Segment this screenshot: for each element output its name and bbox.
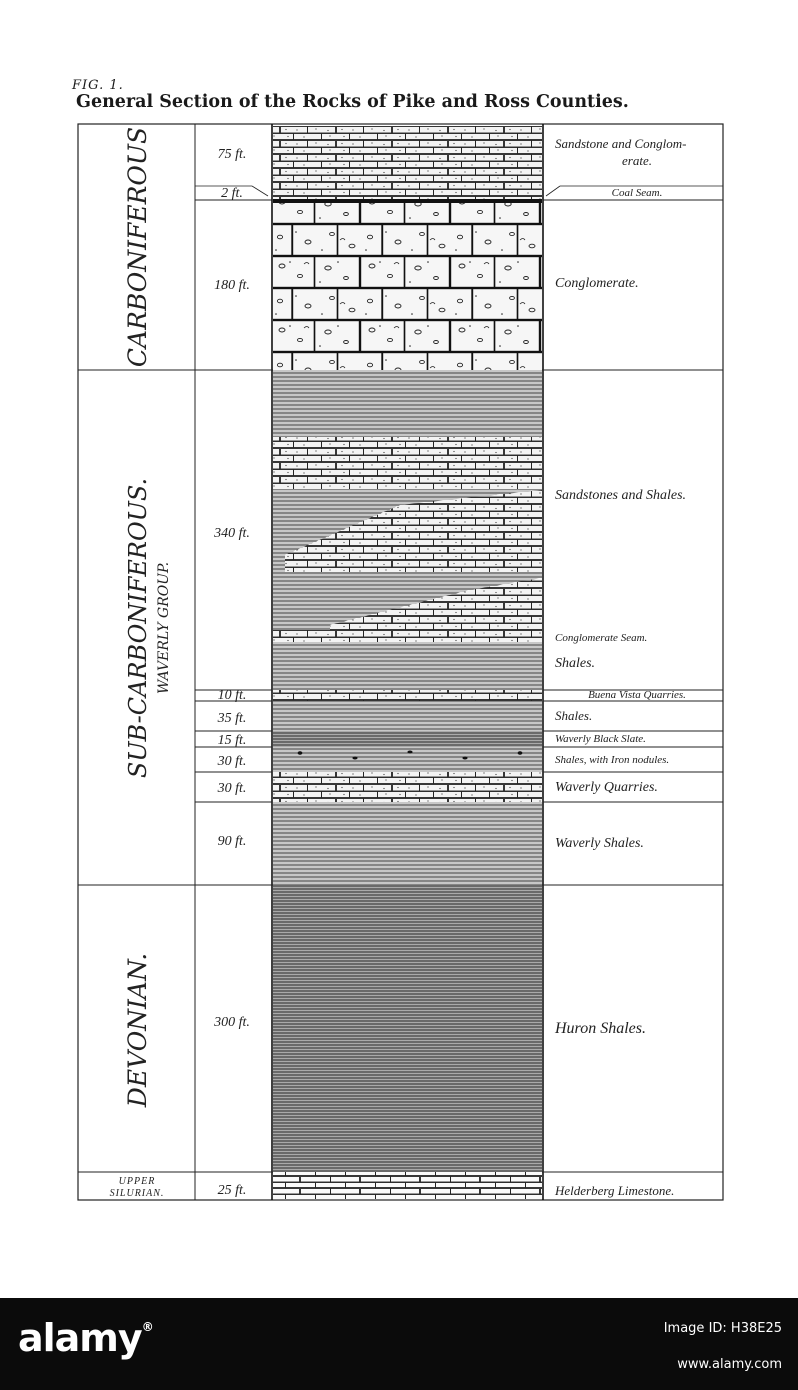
layer-description: Helderberg Limestone. [555,1183,675,1198]
period-label-devonian: DEVONIAN. [123,952,152,1108]
thickness-label: 2 ft. [221,186,243,201]
site-url: www.alamy.com [677,1357,782,1372]
thickness-label: 25 ft. [217,1183,247,1198]
thickness-label: 180 ft. [214,278,250,293]
layer-sandstone-conglomerate [273,126,542,182]
layer-coal-seam-band [273,199,542,203]
period-sublabel-waverly-group: WAVERLY GROUP. [156,561,172,695]
layer-coal-seam [273,182,542,200]
brand-text: alamy [18,1316,142,1360]
layer-conglomerate [273,203,542,370]
layer-waverly-black-slate [273,731,542,747]
layer-description: Shales, with Iron nodules. [555,754,670,766]
layer-description: Buena Vista Quarries. [588,689,686,701]
layer-helderberg-limestone [273,1172,542,1199]
layer-waverly-quarries [273,772,542,802]
layer-description: Shales. [555,656,596,671]
layer-shales-iron-nodules [273,747,542,772]
layer-conglomerate-seam [273,630,542,642]
thickness-label: 35 ft. [217,711,247,726]
layer-description: Sandstones and Shales. [555,488,687,503]
layer-description: Waverly Shales. [555,836,644,851]
period-label-carboniferous: CARBONIFEROUS [123,126,152,368]
layer-description: Waverly Black Slate. [555,733,646,745]
layer-description: Shales. [555,708,593,723]
period-label-upper: UPPER [118,1176,156,1187]
layer-shales [273,645,542,690]
layer-description: Waverly Quarries. [555,780,658,795]
layer-description: Huron Shales. [555,1020,646,1037]
trademark-icon: ® [141,1320,153,1334]
layer-waverly-shales [273,802,542,885]
thickness-label: 90 ft. [217,834,247,849]
thickness-label: 10 ft. [217,688,247,703]
image-id: Image ID: H38E25 [663,1321,782,1336]
layer-shales-2 [273,701,542,731]
layer-description: Conglomerate Seam. [555,632,648,644]
figure-title: General Section of the Rocks of Pike and Ross Counties. [76,92,629,112]
layer-description-cont: erate. [622,153,652,168]
thickness-label: 75 ft. [217,147,247,162]
thickness-label: 30 ft. [217,754,247,769]
coal-seam-pointer-left [252,186,268,196]
layer-huron-shales [273,885,542,1172]
layer-description: Conglomerate. [555,276,639,291]
sandstone-lens [273,437,542,489]
thickness-label: 340 ft. [214,526,250,541]
period-label-sub-carboniferous: SUB-CARBONIFEROUS. [124,477,152,779]
period-label-silurian: SILURIAN. [109,1188,165,1199]
alamy-logo [18,1316,153,1360]
thickness-label: 300 ft. [214,1015,250,1030]
layer-description: Sandstone and Conglom- [555,136,687,151]
coal-seam-pointer-right [546,186,560,196]
layer-description: Coal Seam. [611,187,663,199]
rock-column [273,126,542,1199]
figure-number: FIG. 1. [72,78,124,93]
layer-buena-vista-quarries [273,690,542,701]
thickness-label: 30 ft. [217,781,247,796]
thickness-label: 15 ft. [217,733,247,748]
